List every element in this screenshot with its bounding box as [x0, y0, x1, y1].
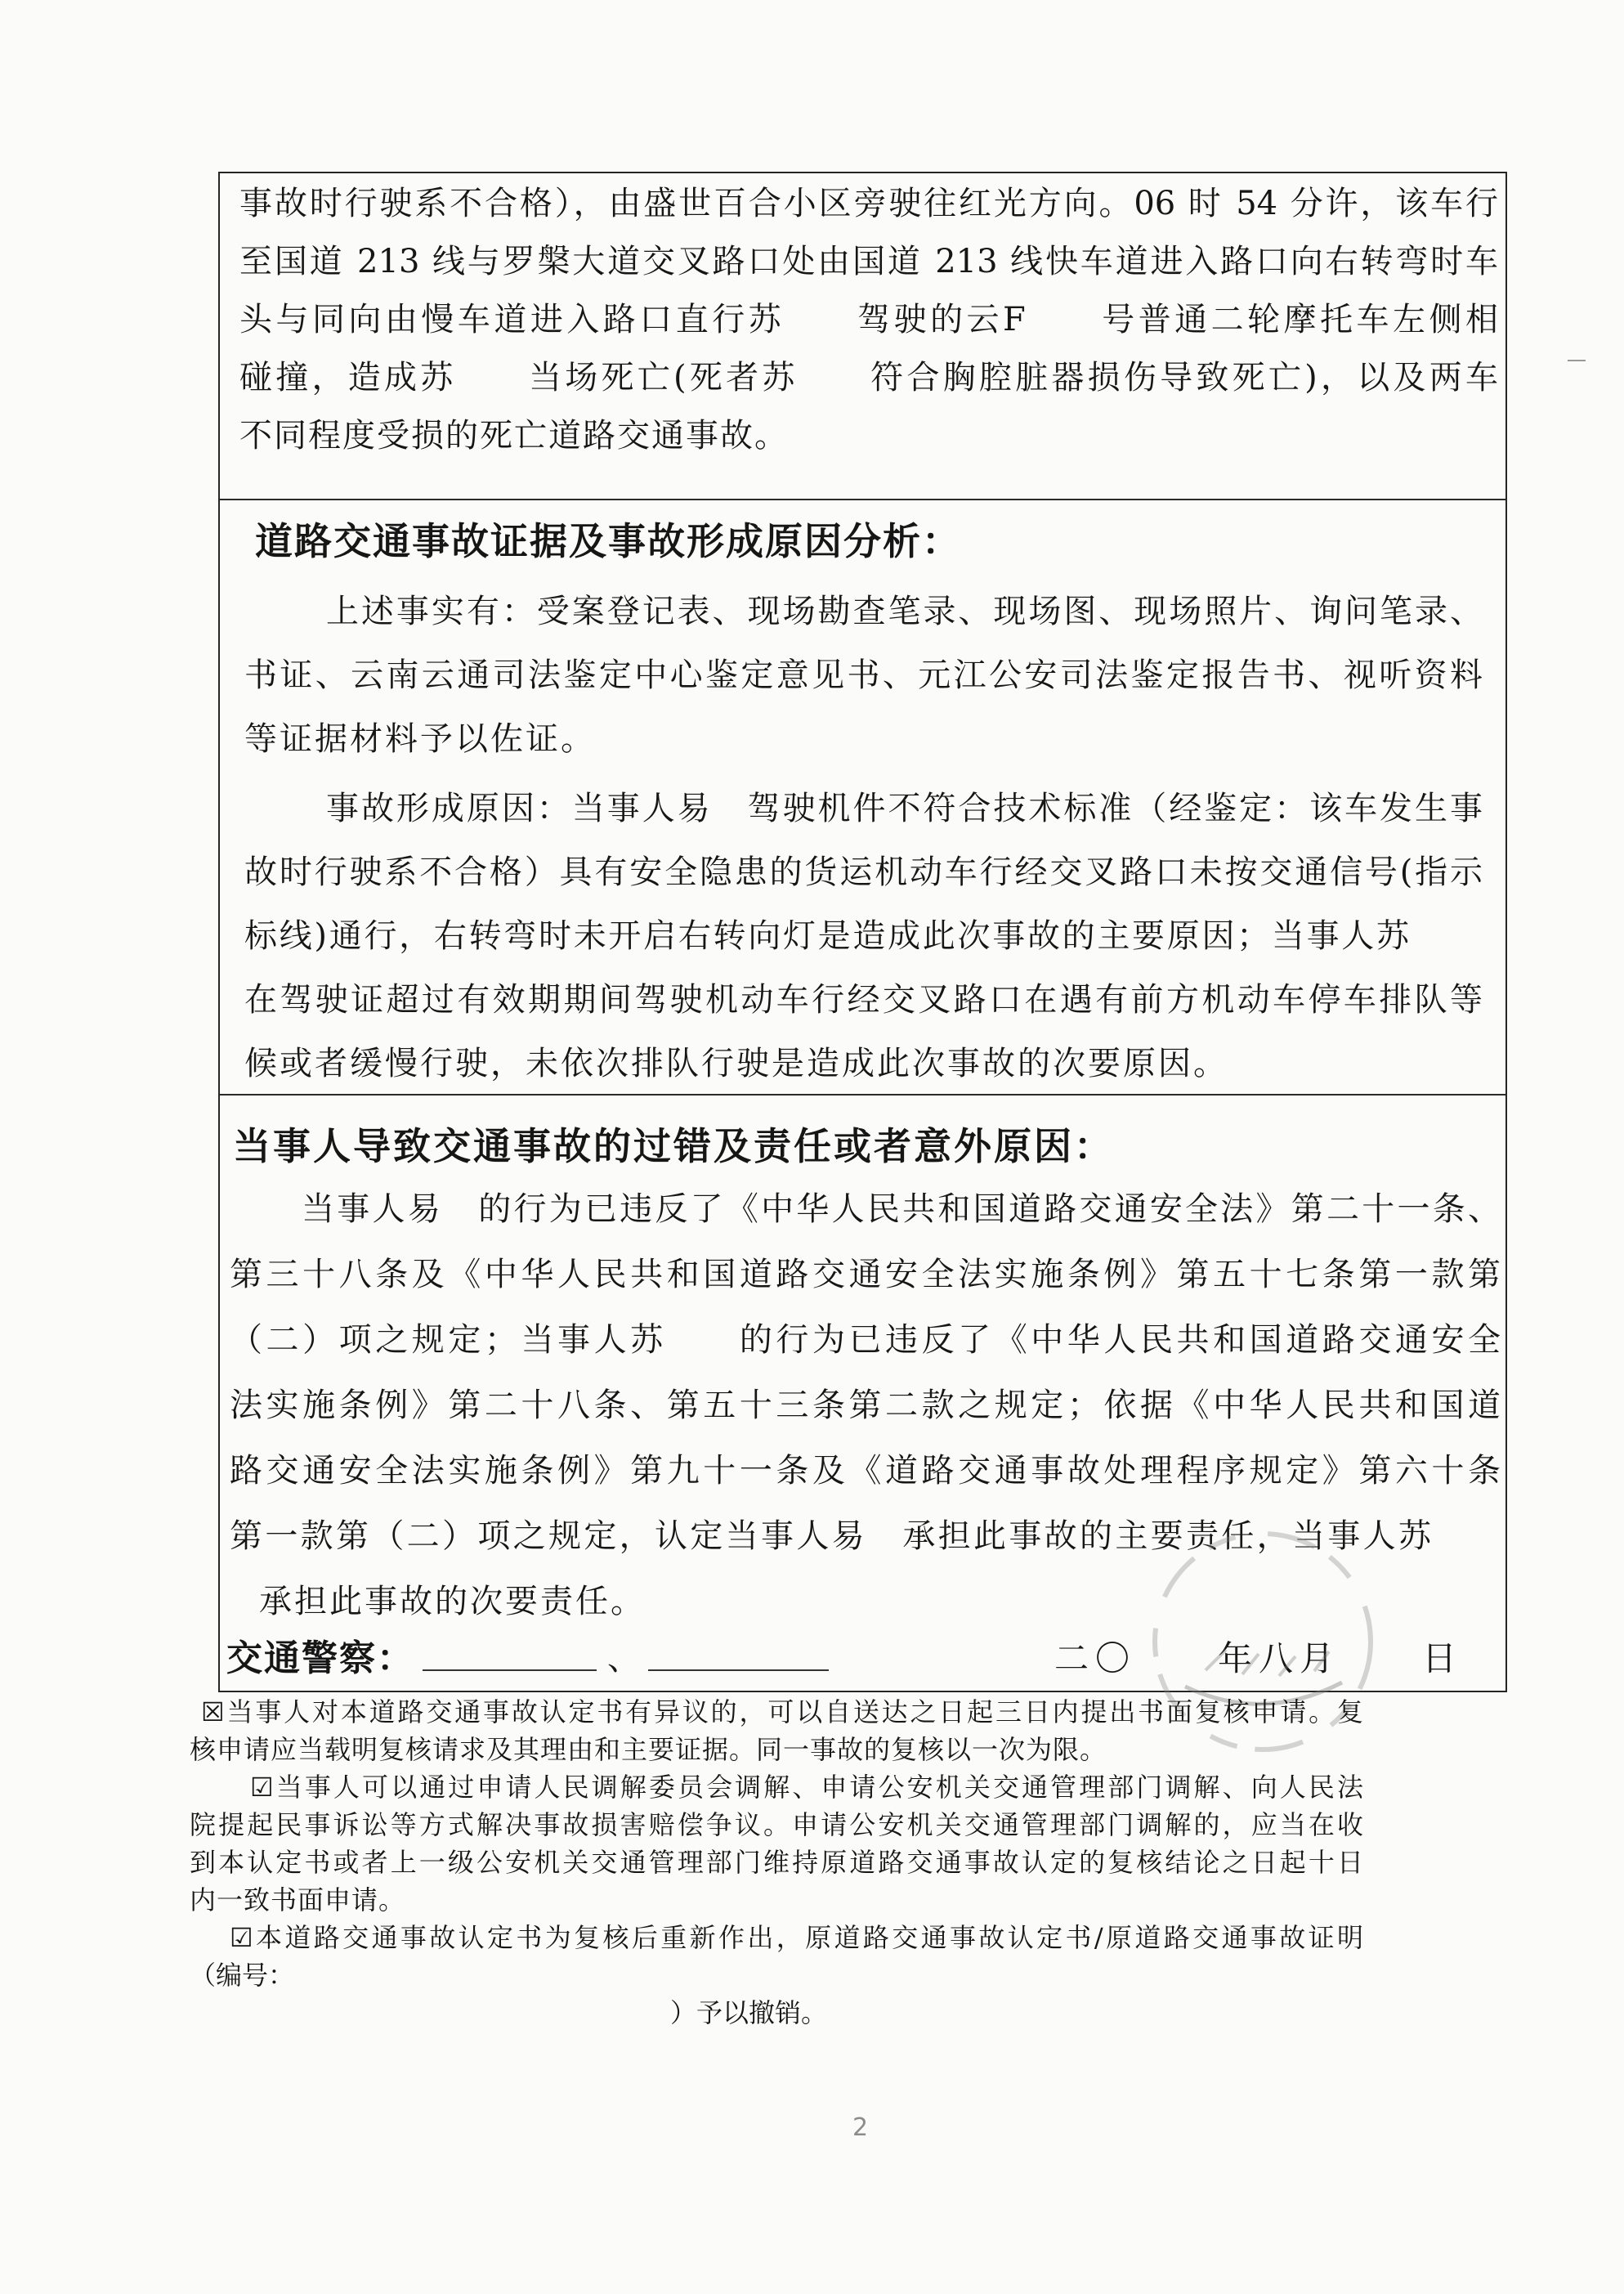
evidence-paragraph	[244, 580, 1483, 771]
facts-line: 头与同向由慢车道进入路口直行苏 驾驶的云F 号普通二轮摩托车左侧相	[239, 301, 1498, 338]
checkbox-crossed-icon: ☒	[201, 1696, 225, 1727]
responsibility-line: 法实施条例》第二十八条、第五十三条第二款之规定；依据《中华人民共和国道	[230, 1387, 1501, 1424]
officer-label: 交通警察：	[226, 1638, 414, 1679]
checkbox-checked-icon: ☑	[230, 1922, 253, 1953]
facts-line: 至国道 213 线与罗槃大道交叉路口处由国道 213 线快车道进入路口向右转弯时车	[239, 243, 1498, 280]
officer-signature-blank	[423, 1669, 597, 1671]
notice-line	[190, 1693, 1363, 1731]
officer-signature-blank	[648, 1669, 829, 1671]
facts-line: 碰撞，造成苏 当场死亡(死者苏 符合胸腔脏器损伤导致死亡)，以及两车	[239, 359, 1498, 397]
responsibility-line: 第一款第（二）项之规定，认定当事人易 承担此事故的主要责任，当事人苏	[230, 1517, 1431, 1555]
responsibility-line: 当事人易 的行为已违反了《中华人民共和国道路交通安全法》第二十一条、	[302, 1190, 1501, 1228]
notices-section	[190, 1693, 1363, 2032]
notice-line: 核申请应当载明复核请求及其理由和主要证据。同一事故的复核以一次为限。	[190, 1734, 1107, 1765]
notice-text: 当事人对本道路交通事故认定书有异议的，可以自送达之日起三日内提出书面复核申请。复	[224, 1696, 1363, 1727]
cause-line: 在驾驶证超过有效期期间驾驶机动车行经交叉路口在遇有前方机动车停车排队等	[244, 981, 1483, 1019]
cause-line: 故时行驶系不合格）具有安全隐患的货运机动车行经交叉路口未按交通信号(指示	[244, 854, 1483, 891]
evidence-heading: 道路交通事故证据及事故形成原因分析：	[255, 519, 961, 563]
notice-line	[190, 1768, 1363, 1806]
responsibility-line: 第三十八条及《中华人民共和国道路交通安全法实施条例》第五十七条第一款第	[230, 1256, 1501, 1293]
accident-facts-section	[239, 175, 1498, 465]
responsibility-heading: 当事人导致交通事故的过错及责任或者意外原因：	[233, 1124, 1114, 1168]
cause-line: 候或者缓慢行驶，未依次排队行驶是造成此次事故的次要原因。	[244, 1045, 1228, 1082]
notice-text: 本道路交通事故认定书为复核后重新作出，原道路交通事故认定书/原道路交通事故证明	[253, 1922, 1363, 1953]
notice-line	[190, 1919, 1363, 1956]
section-divider	[220, 1094, 1505, 1095]
scan-edge-mark	[1568, 360, 1586, 361]
cause-line: 事故形成原因：当事人易 驾驶机件不符合技术标准（经鉴定：该车发生事	[326, 790, 1483, 827]
responsibility-line: 路交通安全法实施条例》第九十一条及《道路交通事故处理程序规定》第六十条	[230, 1452, 1501, 1490]
officer-separator: 、	[607, 1640, 640, 1678]
issue-date: 二〇 年八月 日	[1054, 1638, 1463, 1678]
responsibility-line: 承担此事故的次要责任。	[259, 1583, 646, 1620]
facts-line: 事故时行驶系不合格），由盛世百合小区旁驶往红光方向。06 时 54 分许，该车行	[239, 185, 1498, 222]
page-number: 2	[852, 2113, 869, 2142]
responsibility-line: （二）项之规定；当事人苏 的行为已违反了《中华人民共和国道路交通安全	[230, 1321, 1501, 1359]
notice-line: 内一致书面申请。	[190, 1884, 406, 1915]
evidence-line: 等证据材料予以佐证。	[244, 720, 596, 758]
notice-line: 院提起民事诉讼等方式解决事故损害赔偿争议。申请公安机关交通管理部门调解的，应当在收	[190, 1809, 1363, 1840]
notice-text: 当事人可以通过申请人民调解委员会调解、申请公安机关交通管理部门调解、向人民法	[273, 1772, 1363, 1803]
notice-line: （编号：	[190, 1960, 295, 1991]
notice-line: ）予以撤销。	[670, 1997, 828, 2028]
notice-line: 到本认定书或者上一级公安机关交通管理部门维持原道路交通事故认定的复核结论之日起十日	[190, 1847, 1363, 1878]
evidence-line: 上述事实有：受案登记表、现场勘查笔录、现场图、现场照片、询问笔录、	[326, 593, 1483, 630]
section-divider	[220, 499, 1505, 500]
cause-line: 标线)通行，右转弯时未开启右转向灯是造成此次事故的主要原因；当事人苏	[244, 917, 1409, 955]
checkbox-checked-icon: ☑	[250, 1772, 274, 1803]
cause-paragraph	[244, 777, 1483, 1095]
accident-report-table	[218, 172, 1507, 1692]
facts-line: 不同程度受损的死亡道路交通事故。	[239, 417, 789, 455]
evidence-line: 书证、云南云通司法鉴定中心鉴定意见书、元江公安司法鉴定报告书、视听资料	[244, 656, 1483, 694]
